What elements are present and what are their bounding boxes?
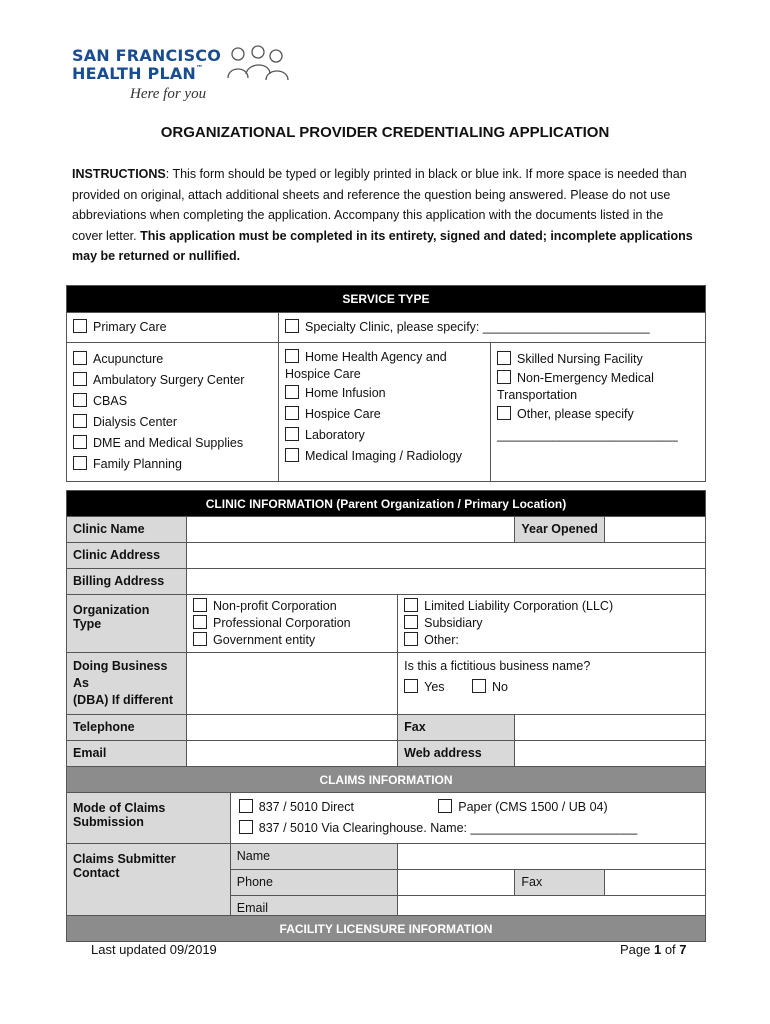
telephone-label: Telephone xyxy=(67,715,187,741)
service-type-header: SERVICE TYPE xyxy=(67,286,706,313)
service-option[interactable] xyxy=(497,404,699,425)
instructions xyxy=(72,164,697,267)
page-title: ORGANIZATIONAL PROVIDER CREDENTIALING APPLICATION xyxy=(160,124,610,141)
telephone-input[interactable] xyxy=(187,715,398,741)
checkbox[interactable] xyxy=(73,393,87,407)
contact-name-label xyxy=(230,844,397,870)
checkbox[interactable] xyxy=(404,632,418,646)
checkbox[interactable] xyxy=(285,349,299,363)
service-label: Home Health Agency and xyxy=(305,350,447,364)
page-total: 7 xyxy=(679,942,687,957)
primary-care-option[interactable] xyxy=(73,320,167,334)
service-label: Other, please specify xyxy=(517,407,634,421)
clinic-address-input[interactable] xyxy=(187,543,706,569)
direct-label: 837 / 5010 Direct xyxy=(258,800,354,814)
org-type-label-text: Professional Corporation xyxy=(213,616,351,630)
service-label: Acupuncture xyxy=(93,352,164,366)
specialty-clinic-option[interactable] xyxy=(285,320,650,334)
service-option[interactable] xyxy=(73,370,272,391)
fax-label: Fax xyxy=(398,715,515,741)
checkbox[interactable] xyxy=(239,820,253,834)
logo-line-1: SAN FRANCISCO xyxy=(72,46,222,65)
checkbox[interactable] xyxy=(285,406,299,420)
checkbox[interactable] xyxy=(497,406,511,420)
primary-care-cell xyxy=(67,313,279,343)
checkbox[interactable] xyxy=(404,615,418,629)
org-type-option[interactable] xyxy=(193,615,391,632)
no-label: No xyxy=(492,680,509,694)
checkbox[interactable] xyxy=(193,632,207,646)
contact-email-label-text: Email xyxy=(236,901,269,915)
instructions-text: : This form should be typed or legibly printed in black or blue ink. If more space is needed than provided on original, attach additional sheets and reference the question being answered. Please do not use abbreviations when completing the application. Accompany this application with the documents listed in the cover letter. xyxy=(72,167,687,243)
org-type-option[interactable] xyxy=(404,632,699,649)
checkbox[interactable] xyxy=(404,679,418,693)
contact-phone-label-text: Phone xyxy=(236,875,273,889)
web-address-input[interactable] xyxy=(515,741,706,767)
service-col-1 xyxy=(67,343,279,482)
checkbox[interactable] xyxy=(73,435,87,449)
service-option[interactable] xyxy=(285,349,484,366)
primary-care-label: Primary Care xyxy=(93,320,167,334)
clearinghouse-label: 837 / 5010 Via Clearinghouse. Name: ________________________ xyxy=(258,821,638,835)
claims-mode-label: Mode of Claims Submission xyxy=(67,793,231,844)
page-of: of xyxy=(661,942,680,957)
service-label: Laboratory xyxy=(305,428,365,442)
checkbox[interactable] xyxy=(73,319,87,333)
fictitious-question: Is this a fictitious business name? xyxy=(404,659,591,673)
billing-address-input[interactable] xyxy=(187,569,706,595)
instructions-bold: This application must be completed in its entirety, signed and dated; incomplete applications may be returned or nullified. xyxy=(72,228,693,263)
other-specify-blank[interactable]: __________________________ xyxy=(497,428,678,442)
contact-phone-input[interactable] xyxy=(398,870,515,896)
clinic-info-header: CLINIC INFORMATION (Parent Organization / Primary Location) xyxy=(67,491,706,517)
service-option[interactable] xyxy=(497,349,699,370)
checkbox[interactable] xyxy=(285,427,299,441)
service-label-cont: Hospice Care xyxy=(285,367,361,381)
service-label: Home Infusion xyxy=(305,386,386,400)
claims-mode-row-1 xyxy=(239,797,697,818)
org-type-left xyxy=(187,595,398,653)
service-option[interactable] xyxy=(497,370,699,387)
org-type-label-text: Government entity xyxy=(213,633,316,647)
specialty-clinic-label: Specialty Clinic, please specify: ________________________ xyxy=(305,320,650,334)
clinic-address-label: Clinic Address xyxy=(67,543,187,569)
checkbox[interactable] xyxy=(193,615,207,629)
logo-trademark: ™ xyxy=(196,64,204,72)
claims-info-header: CLAIMS INFORMATION xyxy=(67,767,706,793)
org-type-right xyxy=(398,595,706,653)
org-type-label-text: Limited Liability Corporation (LLC) xyxy=(424,599,614,613)
instructions-label: INSTRUCTIONS xyxy=(72,167,166,181)
clearinghouse-option[interactable] xyxy=(239,818,697,839)
contact-phone-label xyxy=(230,870,397,896)
org-type-label: Organization Type xyxy=(67,595,187,653)
checkbox[interactable] xyxy=(193,598,207,612)
checkbox[interactable] xyxy=(239,799,253,813)
yes-option[interactable] xyxy=(404,680,444,694)
page-number xyxy=(620,942,687,957)
clinic-info-table xyxy=(66,490,706,922)
checkbox[interactable] xyxy=(285,385,299,399)
last-updated: Last updated 09/2019 xyxy=(91,942,217,957)
org-type-label-text: Subsidiary xyxy=(424,616,483,630)
org-type-option[interactable] xyxy=(193,632,391,649)
checkbox[interactable] xyxy=(73,414,87,428)
checkbox[interactable] xyxy=(73,372,87,386)
logo-line-2 xyxy=(72,64,203,83)
contact-name-label-text: Name xyxy=(236,849,271,863)
service-option[interactable] xyxy=(285,404,484,425)
service-label-cont: Transportation xyxy=(497,388,578,402)
service-col-2 xyxy=(279,343,491,482)
fax-input[interactable] xyxy=(515,715,706,741)
logo-line-2-text: HEALTH PLAN xyxy=(72,64,197,83)
service-label: Hospice Care xyxy=(305,407,381,421)
service-option[interactable] xyxy=(73,454,272,475)
service-label: Skilled Nursing Facility xyxy=(517,352,643,366)
service-label: CBAS xyxy=(93,394,128,408)
email-input[interactable] xyxy=(187,741,398,767)
year-opened-label: Year Opened xyxy=(515,517,604,543)
checkbox[interactable] xyxy=(497,370,511,384)
service-label: Dialysis Center xyxy=(93,415,178,429)
clinic-name-label: Clinic Name xyxy=(67,517,187,543)
contact-name-input[interactable] xyxy=(398,844,706,870)
claims-mode-options xyxy=(230,793,705,844)
web-address-label: Web address xyxy=(398,741,515,767)
checkbox[interactable] xyxy=(438,799,452,813)
email-label: Email xyxy=(67,741,187,767)
service-col-3 xyxy=(491,343,706,482)
service-label: Family Planning xyxy=(93,457,182,471)
service-label: Ambulatory Surgery Center xyxy=(93,373,245,387)
paper-option[interactable] xyxy=(438,800,607,814)
dba-label-line-2: (DBA) If different xyxy=(73,693,173,707)
service-option[interactable] xyxy=(73,391,272,412)
checkbox[interactable] xyxy=(472,679,486,693)
dba-label-line-1: Doing Business As xyxy=(73,659,168,690)
checkbox[interactable] xyxy=(73,456,87,470)
yes-label: Yes xyxy=(424,680,445,694)
dba-label xyxy=(67,653,187,715)
dba-input[interactable] xyxy=(187,653,398,715)
fictitious-cell xyxy=(398,653,706,715)
service-type-table xyxy=(66,285,706,482)
no-option[interactable] xyxy=(472,680,508,694)
billing-address-label: Billing Address xyxy=(67,569,187,595)
logo-tagline: Here for you xyxy=(130,86,207,102)
service-label: Non-Emergency Medical xyxy=(517,371,654,385)
org-type-label-text: Other: xyxy=(424,633,459,647)
service-label: DME and Medical Supplies xyxy=(93,436,244,450)
org-type-option[interactable] xyxy=(193,598,391,615)
checkbox[interactable] xyxy=(73,351,87,365)
facility-licensure-table xyxy=(66,915,706,942)
service-option[interactable] xyxy=(73,349,272,370)
page-current: 1 xyxy=(653,942,662,957)
org-type-option[interactable] xyxy=(404,598,699,615)
page-prefix: Page xyxy=(620,942,654,957)
year-opened-input[interactable] xyxy=(604,517,705,543)
direct-option[interactable] xyxy=(239,797,435,818)
checkbox[interactable] xyxy=(497,351,511,365)
org-type-option[interactable] xyxy=(404,615,699,632)
service-option[interactable] xyxy=(285,446,484,467)
facility-licensure-header: FACILITY LICENSURE INFORMATION xyxy=(67,916,706,942)
checkbox[interactable] xyxy=(404,598,418,612)
service-option[interactable] xyxy=(73,412,272,433)
checkbox[interactable] xyxy=(285,319,299,333)
service-option[interactable] xyxy=(285,425,484,446)
fictitious-options xyxy=(404,677,699,698)
paper-label: Paper (CMS 1500 / UB 04) xyxy=(458,800,608,814)
service-option[interactable] xyxy=(73,433,272,454)
claims-contact-label: Claims Submitter Contact xyxy=(67,844,231,922)
specialty-clinic-cell xyxy=(279,313,706,343)
org-type-label-text: Non-profit Corporation xyxy=(213,599,337,613)
people-logo-icon xyxy=(224,44,294,84)
contact-fax-label: Fax xyxy=(515,870,604,896)
service-option[interactable] xyxy=(285,383,484,404)
logo xyxy=(72,44,302,110)
service-label: Medical Imaging / Radiology xyxy=(305,449,463,463)
checkbox[interactable] xyxy=(285,448,299,462)
contact-fax-input[interactable] xyxy=(604,870,705,896)
clinic-name-input[interactable] xyxy=(187,517,515,543)
